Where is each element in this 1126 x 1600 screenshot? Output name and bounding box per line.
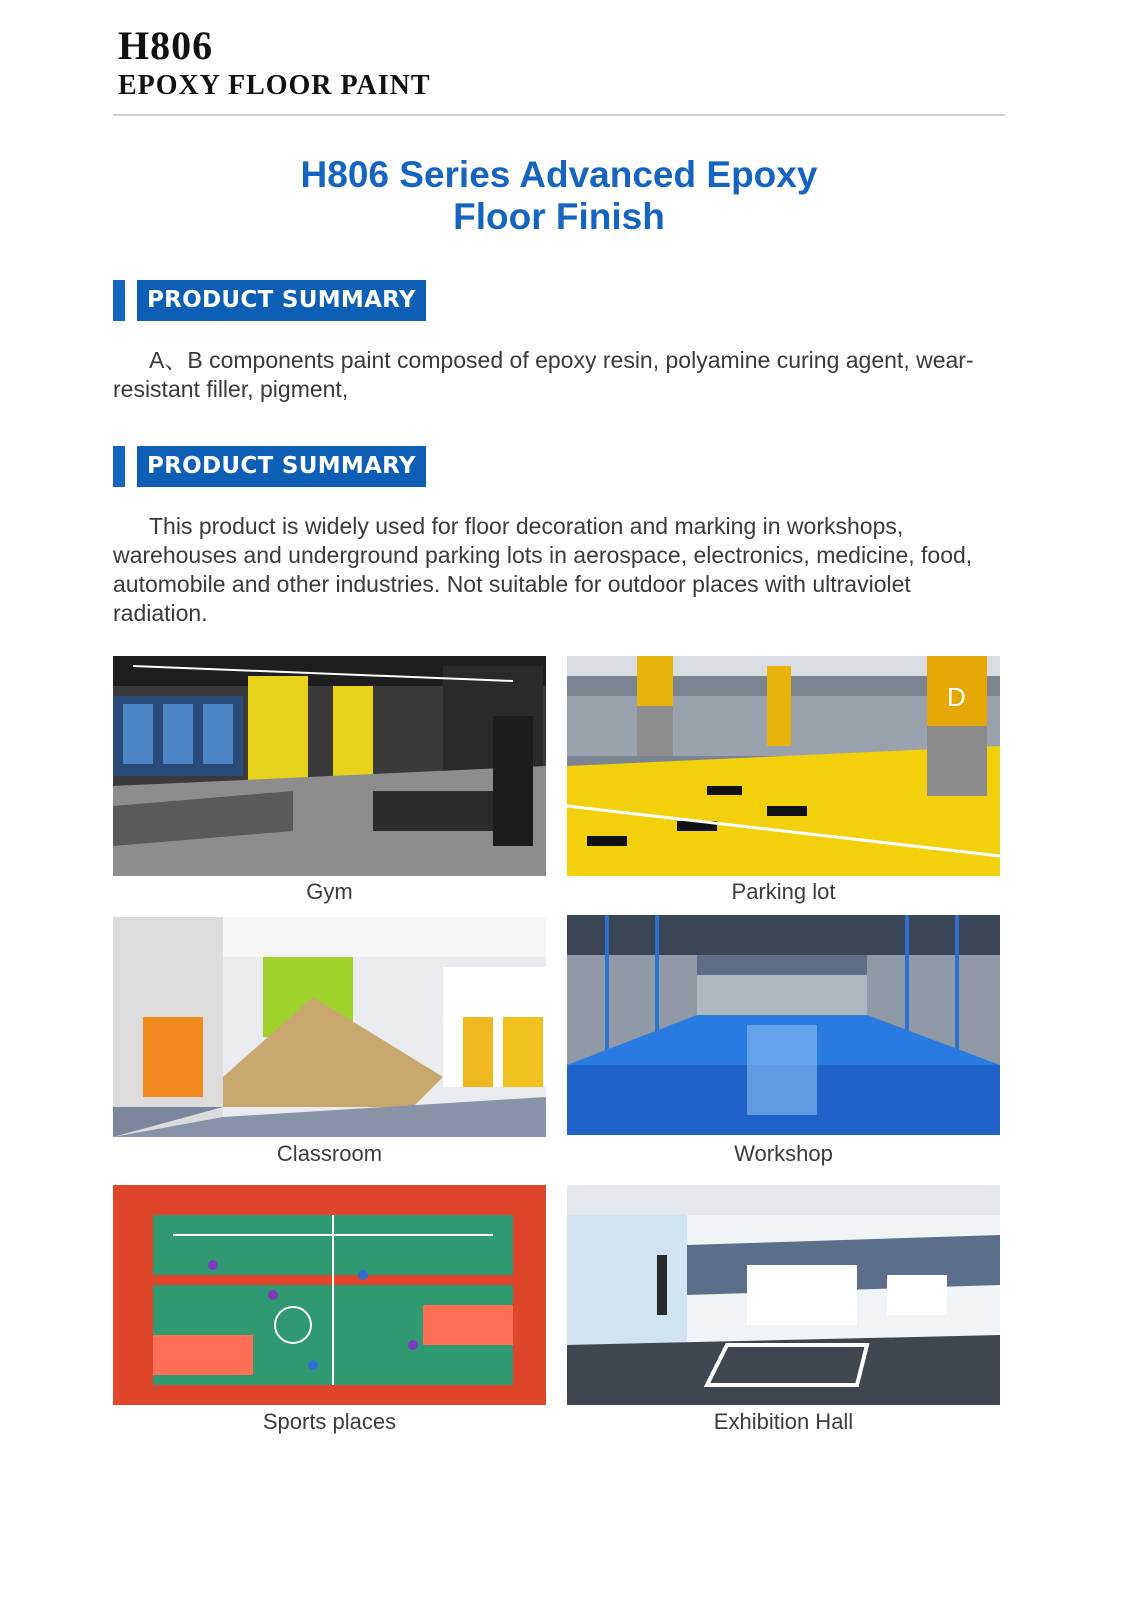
product-name: EPOXY FLOOR PAINT <box>118 70 431 101</box>
classroom-caption: Classroom <box>276 1141 383 1166</box>
title-line-1: H806 Series Advanced Epoxy <box>300 154 818 195</box>
product-code: H806 <box>118 23 214 68</box>
exhibition-hall-caption: Exhibition Hall <box>713 1409 854 1434</box>
gym-photo <box>113 656 546 876</box>
heading-accent-bar <box>113 446 125 487</box>
header-divider <box>113 114 1005 116</box>
sports-places-photo <box>113 1185 546 1405</box>
parking-sign-letter: D <box>947 682 966 712</box>
title-line-2: Floor Finish <box>453 196 665 237</box>
section-heading-label: PRODUCT SUMMARY <box>137 280 426 321</box>
heading-accent-bar <box>113 280 125 321</box>
exhibition-hall-photo <box>567 1185 1000 1405</box>
gym-caption: Gym <box>306 879 353 904</box>
parking-lot-caption: Parking lot <box>731 879 836 904</box>
workshop-photo <box>567 915 1000 1135</box>
parking-lot-photo <box>567 656 1000 876</box>
sports-places-caption: Sports places <box>262 1409 397 1434</box>
workshop-caption: Workshop <box>734 1141 833 1166</box>
page-title <box>113 154 1005 238</box>
classroom-photo <box>113 917 546 1137</box>
section-text-1: A、B components paint composed of epoxy resin, polyamine curing agent, wear-resistant filler, pigment, <box>113 347 974 402</box>
section-heading-label: PRODUCT SUMMARY <box>137 446 426 487</box>
section-text-2: This product is widely used for floor decoration and marking in workshops, warehouses and underground parking lots in aerospace, electronics, medicine, food, automobile and other industries. Not suitable for outdoor places with ultraviolet radiation. <box>113 513 973 626</box>
